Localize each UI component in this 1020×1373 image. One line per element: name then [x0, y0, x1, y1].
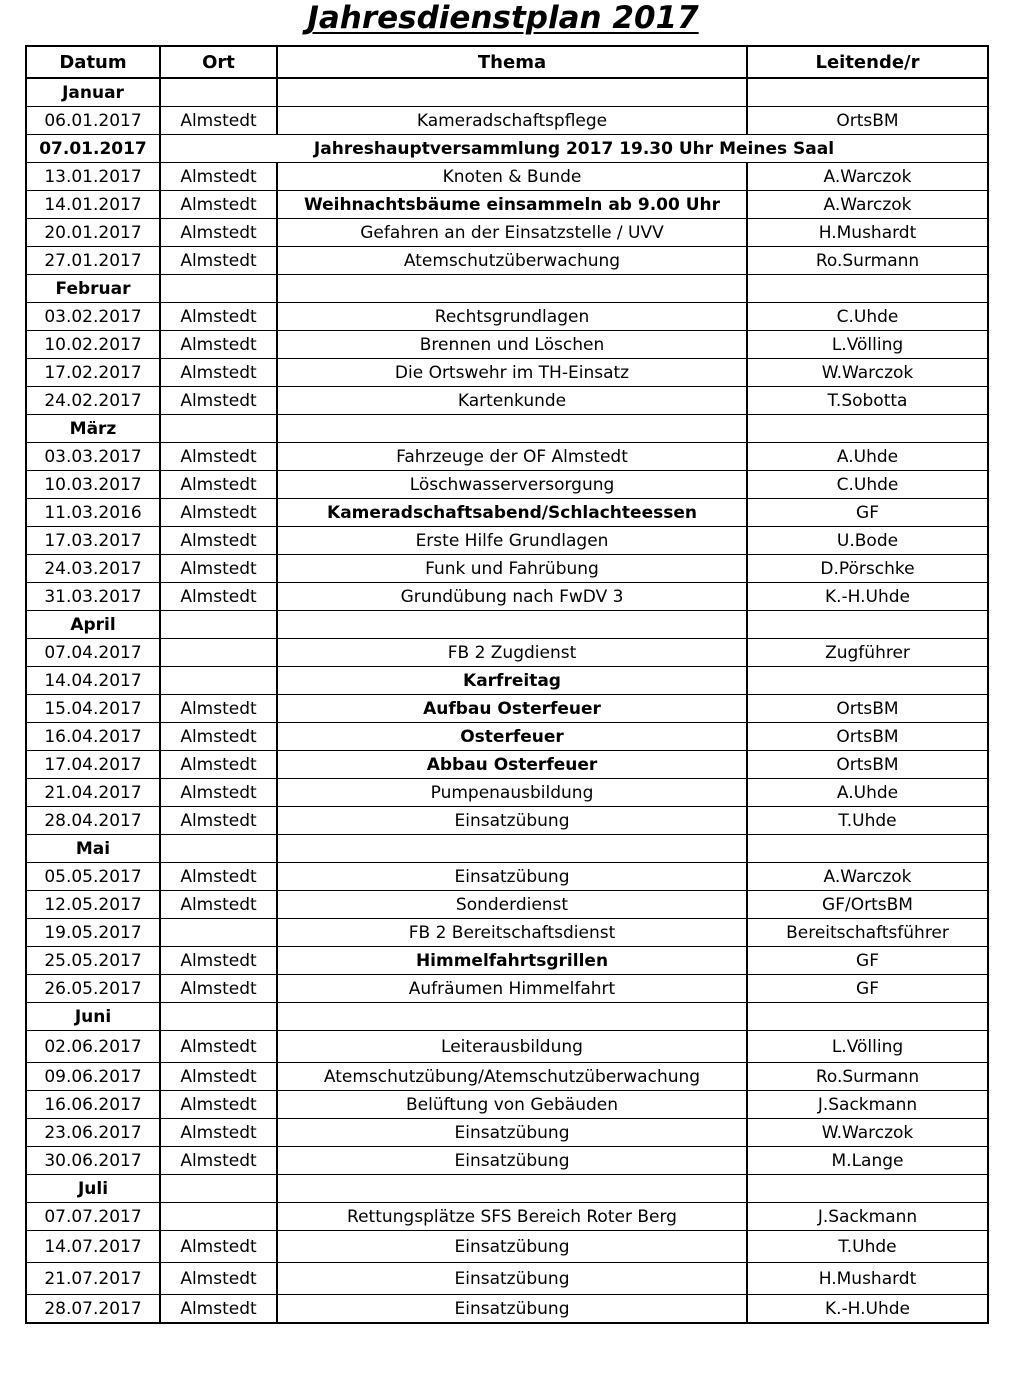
cell-leitende: A.Warczok — [747, 863, 988, 891]
cell-datum: 21.07.2017 — [26, 1263, 160, 1295]
cell-ort: Almstedt — [160, 1063, 277, 1091]
cell-leitende: H.Mushardt — [747, 219, 988, 247]
cell-thema: Einsatzübung — [277, 1295, 747, 1324]
cell-datum: 10.02.2017 — [26, 331, 160, 359]
cell-thema: Rettungsplätze SFS Bereich Roter Berg — [277, 1203, 747, 1231]
table-row — [26, 1231, 988, 1263]
cell-datum: 17.04.2017 — [26, 751, 160, 779]
cell-thema: Erste Hilfe Grundlagen — [277, 527, 747, 555]
table-row — [26, 1091, 988, 1119]
cell-leitende: Zugführer — [747, 639, 988, 667]
cell-datum: 14.01.2017 — [26, 191, 160, 219]
cell-leitende: J.Sackmann — [747, 1203, 988, 1231]
cell-ort: Almstedt — [160, 807, 277, 835]
cell-leitende: OrtsBM — [747, 107, 988, 135]
table-row — [26, 303, 988, 331]
cell-thema: Gefahren an der Einsatzstelle / UVV — [277, 219, 747, 247]
cell-leitende: GF — [747, 947, 988, 975]
cell-datum: 31.03.2017 — [26, 583, 160, 611]
cell-ort: Almstedt — [160, 303, 277, 331]
cell-thema: Kameradschaftspflege — [277, 107, 747, 135]
cell-datum: 16.06.2017 — [26, 1091, 160, 1119]
cell-leitende: Ro.Surmann — [747, 1063, 988, 1091]
cell-datum: 17.03.2017 — [26, 527, 160, 555]
month-row — [26, 78, 988, 107]
table-row — [26, 639, 988, 667]
cell-leitende: OrtsBM — [747, 695, 988, 723]
cell-thema: Einsatzübung — [277, 1231, 747, 1263]
cell-leitende: T.Sobotta — [747, 387, 988, 415]
cell-leitende: T.Uhde — [747, 1231, 988, 1263]
table-row — [26, 583, 988, 611]
cell-leitende: Ro.Surmann — [747, 247, 988, 275]
cell-ort: Almstedt — [160, 107, 277, 135]
cell-thema: Einsatzübung — [277, 1147, 747, 1175]
table-row — [26, 1119, 988, 1147]
cell-datum: 03.03.2017 — [26, 443, 160, 471]
table-row — [26, 219, 988, 247]
empty-cell — [277, 611, 747, 639]
cell-ort: Almstedt — [160, 1031, 277, 1063]
cell-leitende: M.Lange — [747, 1147, 988, 1175]
table-row — [26, 191, 988, 219]
cell-ort: Almstedt — [160, 331, 277, 359]
table-row — [26, 947, 988, 975]
cell-thema: Rechtsgrundlagen — [277, 303, 747, 331]
cell-leitende: W.Warczok — [747, 359, 988, 387]
cell-datum: 25.05.2017 — [26, 947, 160, 975]
table-row — [26, 891, 988, 919]
cell-datum: 10.03.2017 — [26, 471, 160, 499]
cell-datum: 16.04.2017 — [26, 723, 160, 751]
cell-datum: 05.05.2017 — [26, 863, 160, 891]
table-row — [26, 779, 988, 807]
table-row — [26, 863, 988, 891]
month-label: März — [26, 415, 160, 443]
cell-datum: 06.01.2017 — [26, 107, 160, 135]
empty-cell — [160, 1003, 277, 1031]
cell-datum: 24.02.2017 — [26, 387, 160, 415]
month-row — [26, 275, 988, 303]
cell-ort: Almstedt — [160, 947, 277, 975]
cell-ort: Almstedt — [160, 1263, 277, 1295]
month-label: Januar — [26, 78, 160, 107]
cell-ort: Almstedt — [160, 863, 277, 891]
table-row — [26, 975, 988, 1003]
empty-cell — [747, 835, 988, 863]
cell-leitende: C.Uhde — [747, 303, 988, 331]
cell-thema: Einsatzübung — [277, 863, 747, 891]
table-row — [26, 359, 988, 387]
month-label: Juni — [26, 1003, 160, 1031]
empty-cell — [160, 835, 277, 863]
cell-ort: Almstedt — [160, 359, 277, 387]
cell-ort: Almstedt — [160, 1147, 277, 1175]
empty-cell — [747, 1175, 988, 1203]
cell-ort: Almstedt — [160, 163, 277, 191]
cell-datum: 20.01.2017 — [26, 219, 160, 247]
cell-leitende: A.Uhde — [747, 443, 988, 471]
cell-thema: Atemschutzübung/Atemschutzüberwachung — [277, 1063, 747, 1091]
cell-thema-span: Jahreshauptversammlung 2017 19.30 Uhr Meines Saal — [160, 135, 988, 163]
month-row — [26, 611, 988, 639]
table-row — [26, 723, 988, 751]
cell-leitende: GF/OrtsBM — [747, 891, 988, 919]
header-row — [26, 46, 988, 78]
cell-ort: Almstedt — [160, 723, 277, 751]
cell-datum: 07.01.2017 — [26, 135, 160, 163]
cell-leitende: Bereitschaftsführer — [747, 919, 988, 947]
cell-ort: Almstedt — [160, 471, 277, 499]
cell-leitende: H.Mushardt — [747, 1263, 988, 1295]
empty-cell — [747, 611, 988, 639]
table-row — [26, 667, 988, 695]
cell-datum: 30.06.2017 — [26, 1147, 160, 1175]
cell-thema: Osterfeuer — [277, 723, 747, 751]
cell-thema: Kartenkunde — [277, 387, 747, 415]
cell-leitende: L.Völling — [747, 331, 988, 359]
empty-cell — [160, 275, 277, 303]
cell-thema: Weihnachtsbäume einsammeln ab 9.00 Uhr — [277, 191, 747, 219]
empty-cell — [747, 78, 988, 107]
cell-datum: 24.03.2017 — [26, 555, 160, 583]
cell-ort: Almstedt — [160, 387, 277, 415]
cell-thema: Sonderdienst — [277, 891, 747, 919]
cell-thema: Karfreitag — [277, 667, 747, 695]
cell-thema: Aufbau Osterfeuer — [277, 695, 747, 723]
cell-ort: Almstedt — [160, 751, 277, 779]
cell-datum: 21.04.2017 — [26, 779, 160, 807]
empty-cell — [277, 1175, 747, 1203]
cell-leitende: OrtsBM — [747, 751, 988, 779]
cell-thema: Himmelfahrtsgrillen — [277, 947, 747, 975]
cell-thema: Belüftung von Gebäuden — [277, 1091, 747, 1119]
cell-datum: 28.07.2017 — [26, 1295, 160, 1324]
month-row — [26, 1175, 988, 1203]
cell-ort: Almstedt — [160, 527, 277, 555]
cell-ort: Almstedt — [160, 1119, 277, 1147]
cell-datum: 07.07.2017 — [26, 1203, 160, 1231]
table-row — [26, 1263, 988, 1295]
table-row — [26, 1147, 988, 1175]
table-row — [26, 807, 988, 835]
cell-ort: Almstedt — [160, 1295, 277, 1324]
table-row — [26, 387, 988, 415]
header-datum: Datum — [26, 46, 160, 78]
cell-leitende: K.-H.Uhde — [747, 1295, 988, 1324]
cell-thema: Pumpenausbildung — [277, 779, 747, 807]
cell-leitende: OrtsBM — [747, 723, 988, 751]
schedule-body — [26, 78, 988, 1323]
cell-leitende: L.Völling — [747, 1031, 988, 1063]
cell-thema: Brennen und Löschen — [277, 331, 747, 359]
cell-leitende: A.Warczok — [747, 163, 988, 191]
cell-ort: Almstedt — [160, 695, 277, 723]
table-row — [26, 1295, 988, 1324]
cell-leitende: GF — [747, 975, 988, 1003]
cell-datum: 02.06.2017 — [26, 1031, 160, 1063]
empty-cell — [160, 611, 277, 639]
cell-ort: Almstedt — [160, 555, 277, 583]
cell-thema: Löschwasserversorgung — [277, 471, 747, 499]
cell-leitende: U.Bode — [747, 527, 988, 555]
cell-thema: Leiterausbildung — [277, 1031, 747, 1063]
cell-thema: Funk und Fahrübung — [277, 555, 747, 583]
cell-thema: Abbau Osterfeuer — [277, 751, 747, 779]
cell-thema: Fahrzeuge der OF Almstedt — [277, 443, 747, 471]
cell-thema: Einsatzübung — [277, 1119, 747, 1147]
cell-datum: 27.01.2017 — [26, 247, 160, 275]
cell-leitende: K.-H.Uhde — [747, 583, 988, 611]
cell-leitende — [747, 667, 988, 695]
cell-ort — [160, 639, 277, 667]
cell-leitende: W.Warczok — [747, 1119, 988, 1147]
table-row — [26, 471, 988, 499]
cell-datum: 09.06.2017 — [26, 1063, 160, 1091]
cell-ort: Almstedt — [160, 779, 277, 807]
empty-cell — [747, 415, 988, 443]
empty-cell — [160, 1175, 277, 1203]
empty-cell — [277, 275, 747, 303]
cell-ort: Almstedt — [160, 975, 277, 1003]
month-row — [26, 415, 988, 443]
month-label: Juli — [26, 1175, 160, 1203]
cell-ort: Almstedt — [160, 583, 277, 611]
cell-ort: Almstedt — [160, 891, 277, 919]
cell-leitende: GF — [747, 499, 988, 527]
cell-datum: 26.05.2017 — [26, 975, 160, 1003]
table-row — [26, 1031, 988, 1063]
cell-datum: 15.04.2017 — [26, 695, 160, 723]
cell-thema: Knoten & Bunde — [277, 163, 747, 191]
cell-thema: FB 2 Bereitschaftsdienst — [277, 919, 747, 947]
cell-ort — [160, 667, 277, 695]
cell-thema: FB 2 Zugdienst — [277, 639, 747, 667]
cell-thema: Atemschutzüberwachung — [277, 247, 747, 275]
table-row — [26, 1063, 988, 1091]
cell-datum: 11.03.2016 — [26, 499, 160, 527]
cell-datum: 07.04.2017 — [26, 639, 160, 667]
table-row — [26, 1203, 988, 1231]
cell-leitende: J.Sackmann — [747, 1091, 988, 1119]
cell-ort: Almstedt — [160, 443, 277, 471]
table-row — [26, 555, 988, 583]
cell-thema: Aufräumen Himmelfahrt — [277, 975, 747, 1003]
header-ort: Ort — [160, 46, 277, 78]
cell-leitende: T.Uhde — [747, 807, 988, 835]
cell-ort — [160, 919, 277, 947]
table-row — [26, 919, 988, 947]
cell-datum: 17.02.2017 — [26, 359, 160, 387]
header-thema: Thema — [277, 46, 747, 78]
table-row — [26, 135, 988, 163]
cell-thema: Einsatzübung — [277, 807, 747, 835]
cell-thema: Kameradschaftsabend/Schlachteessen — [277, 499, 747, 527]
cell-leitende: A.Warczok — [747, 191, 988, 219]
cell-datum: 28.04.2017 — [26, 807, 160, 835]
cell-datum: 19.05.2017 — [26, 919, 160, 947]
cell-datum: 13.01.2017 — [26, 163, 160, 191]
month-row — [26, 1003, 988, 1031]
month-label: Februar — [26, 275, 160, 303]
table-row — [26, 695, 988, 723]
empty-cell — [277, 415, 747, 443]
cell-ort: Almstedt — [160, 219, 277, 247]
cell-ort: Almstedt — [160, 247, 277, 275]
cell-datum: 14.04.2017 — [26, 667, 160, 695]
cell-thema: Grundübung nach FwDV 3 — [277, 583, 747, 611]
table-row — [26, 499, 988, 527]
cell-ort — [160, 1203, 277, 1231]
month-label: Mai — [26, 835, 160, 863]
cell-ort: Almstedt — [160, 1231, 277, 1263]
cell-thema: Die Ortswehr im TH-Einsatz — [277, 359, 747, 387]
table-row — [26, 751, 988, 779]
table-row — [26, 107, 988, 135]
cell-thema: Einsatzübung — [277, 1263, 747, 1295]
table-row — [26, 527, 988, 555]
table-row — [26, 247, 988, 275]
cell-ort: Almstedt — [160, 191, 277, 219]
empty-cell — [747, 275, 988, 303]
cell-ort: Almstedt — [160, 499, 277, 527]
empty-cell — [277, 1003, 747, 1031]
empty-cell — [277, 835, 747, 863]
cell-datum: 23.06.2017 — [26, 1119, 160, 1147]
schedule-table — [25, 45, 989, 1324]
cell-datum: 14.07.2017 — [26, 1231, 160, 1263]
month-row — [26, 835, 988, 863]
page-title — [0, 0, 1006, 36]
page-title-text: Jahresdienstplan 2017 — [307, 0, 699, 36]
cell-datum: 12.05.2017 — [26, 891, 160, 919]
empty-cell — [160, 78, 277, 107]
month-label: April — [26, 611, 160, 639]
cell-leitende: D.Pörschke — [747, 555, 988, 583]
cell-leitende: A.Uhde — [747, 779, 988, 807]
table-row — [26, 331, 988, 359]
empty-cell — [277, 78, 747, 107]
empty-cell — [160, 415, 277, 443]
cell-ort: Almstedt — [160, 1091, 277, 1119]
header-leitende: Leitende/r — [747, 46, 988, 78]
cell-leitende: C.Uhde — [747, 471, 988, 499]
table-row — [26, 443, 988, 471]
cell-datum: 03.02.2017 — [26, 303, 160, 331]
table-row — [26, 163, 988, 191]
empty-cell — [747, 1003, 988, 1031]
